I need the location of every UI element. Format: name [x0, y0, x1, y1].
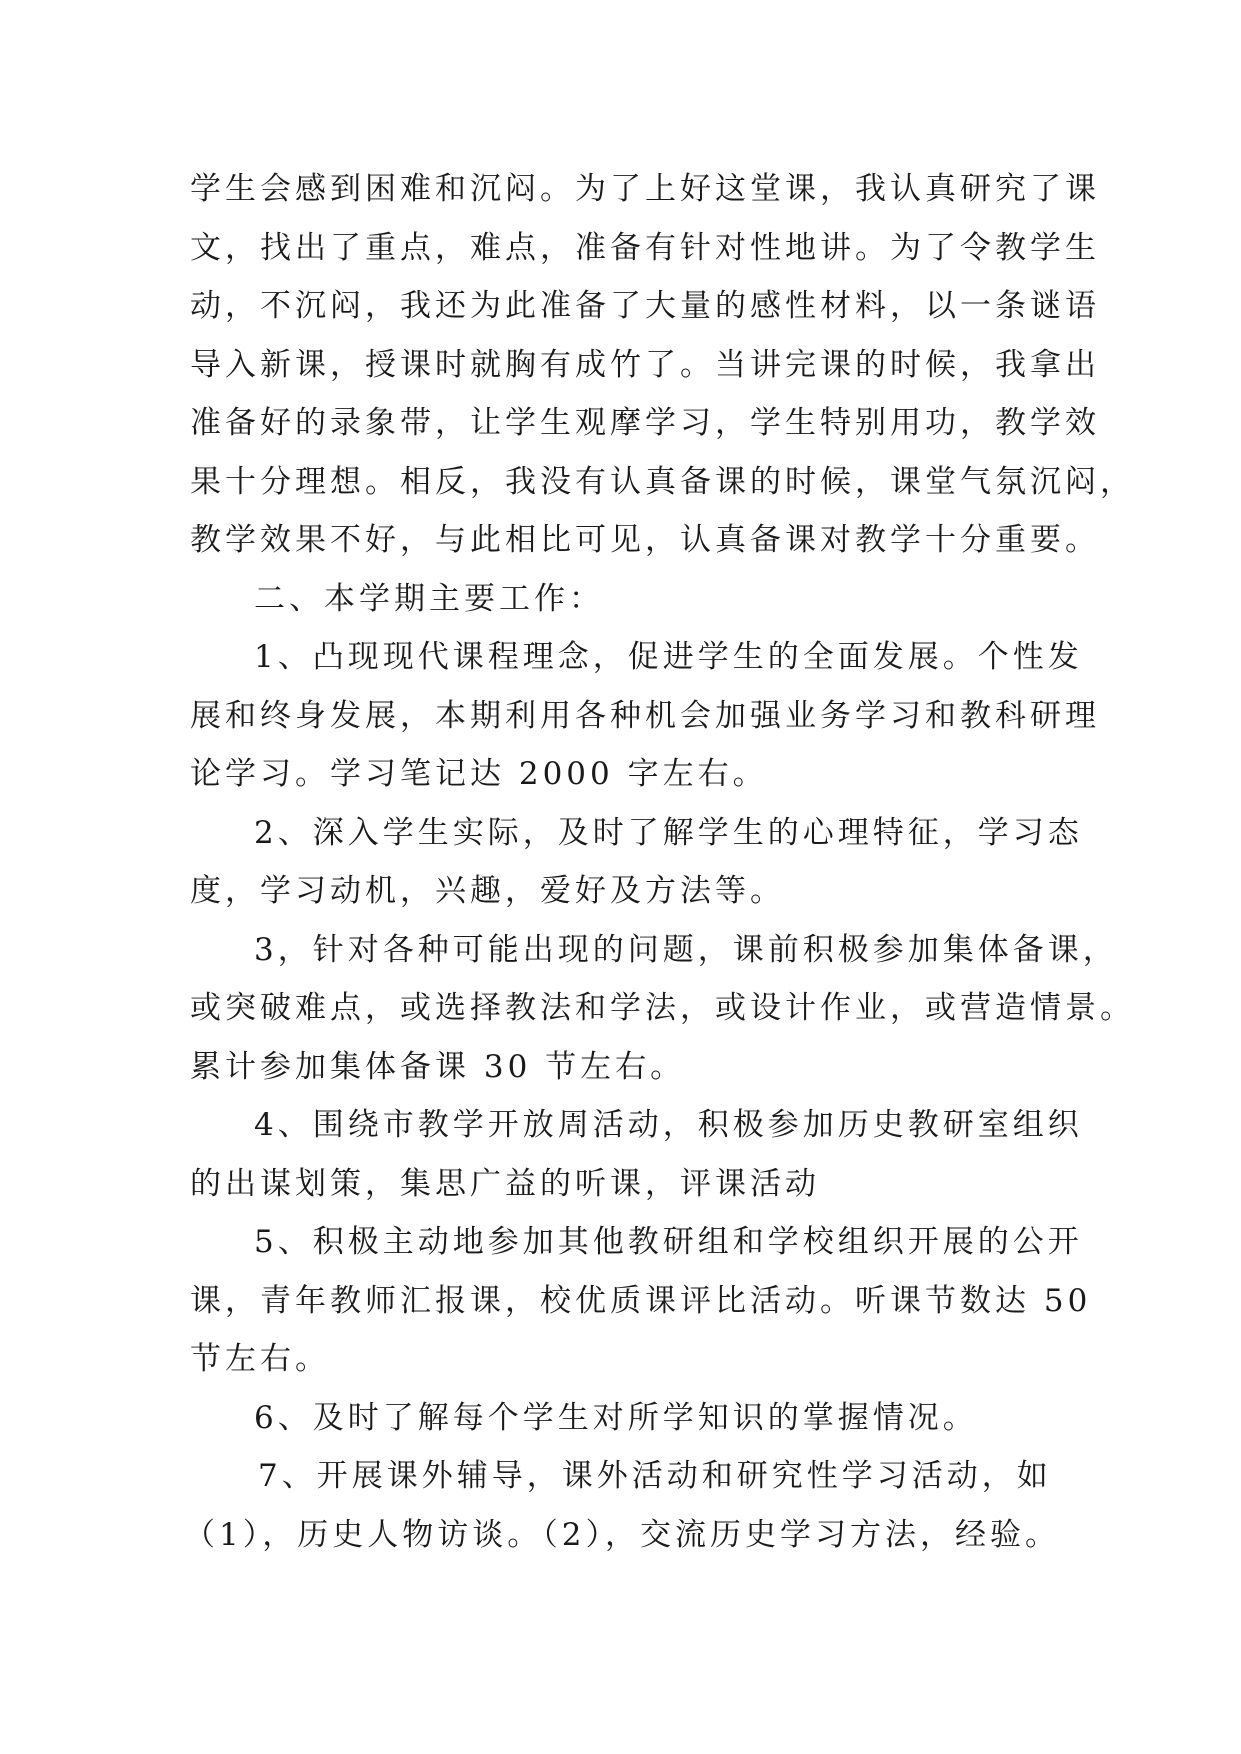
paragraph-line: 累计参加集体备课 30 节左右。	[190, 1048, 686, 1085]
list-item-2: 2、深入学生实际，及时了解学生的心理特征，学习态	[254, 814, 1083, 851]
paragraph-line: 教学效果不好，与此相比可见，认真备课对教学十分重要。	[190, 522, 1100, 558]
paragraph-line: 展和终身发展，本期利用各种机会加强业务学习和教科研理	[190, 697, 1100, 734]
paragraph-line: 度，学习动机，兴趣，爱好及方法等。	[190, 873, 785, 909]
paragraph-line: 果十分理想。相反，我没有认真备课的时候，课堂气氛沉闷，	[190, 463, 1135, 500]
list-item-3: 3，针对各种可能出现的问题，课前积极参加集体备课，	[254, 931, 1118, 968]
section-heading: 二、本学期主要工作：	[254, 580, 604, 617]
paragraph-line: 准备好的录象带，让学生观摩学习，学生特别用功，教学效	[190, 405, 1100, 441]
paragraph-line: 或突破难点，或选择教法和学法，或设计作业，或营造情景。	[190, 990, 1135, 1026]
paragraph-line: 节左右。	[190, 1341, 330, 1377]
list-item-5: 5、积极主动地参加其他教研组和学校组织开展的公开	[254, 1224, 1083, 1260]
paragraph-line: 动，不沉闷，我还为此准备了大量的感性材料，以一条谜语	[190, 288, 1100, 324]
paragraph-line: 论学习。学习笔记达 2000 字左右。	[190, 756, 768, 792]
list-item-6: 6、及时了解每个学生对所学知识的掌握情况。	[254, 1399, 978, 1436]
list-item-1: 1、凸现现代课程理念，促进学生的全面发展。个性发	[254, 639, 1083, 675]
list-item-4: 4、围绕市教学开放周活动，积极参加历史教研室组织	[254, 1107, 1083, 1143]
paragraph-line: 课，青年教师汇报课，校优质课评比活动。听课节数达 50	[190, 1282, 1092, 1319]
paragraph-line: 导入新课，授课时就胸有成竹了。当讲完课的时候，我拿出	[190, 346, 1100, 383]
paragraph-line: 的出谋划策，集思广益的听课，评课活动	[190, 1165, 820, 1202]
document-body	[184, 160, 1135, 1564]
paragraph-line: 学生会感到困难和沉闷。为了上好这堂课，我认真研究了课	[190, 171, 1100, 207]
paragraph-line: 文，找出了重点，难点，准备有针对性地讲。为了令教学生	[190, 229, 1100, 266]
paragraph-line: （1），历史人物访谈。（2），交流历史学习方法，经验。	[184, 1516, 1060, 1553]
list-item-7: 7、开展课外辅导，课外活动和研究性学习活动，如	[258, 1458, 1052, 1494]
